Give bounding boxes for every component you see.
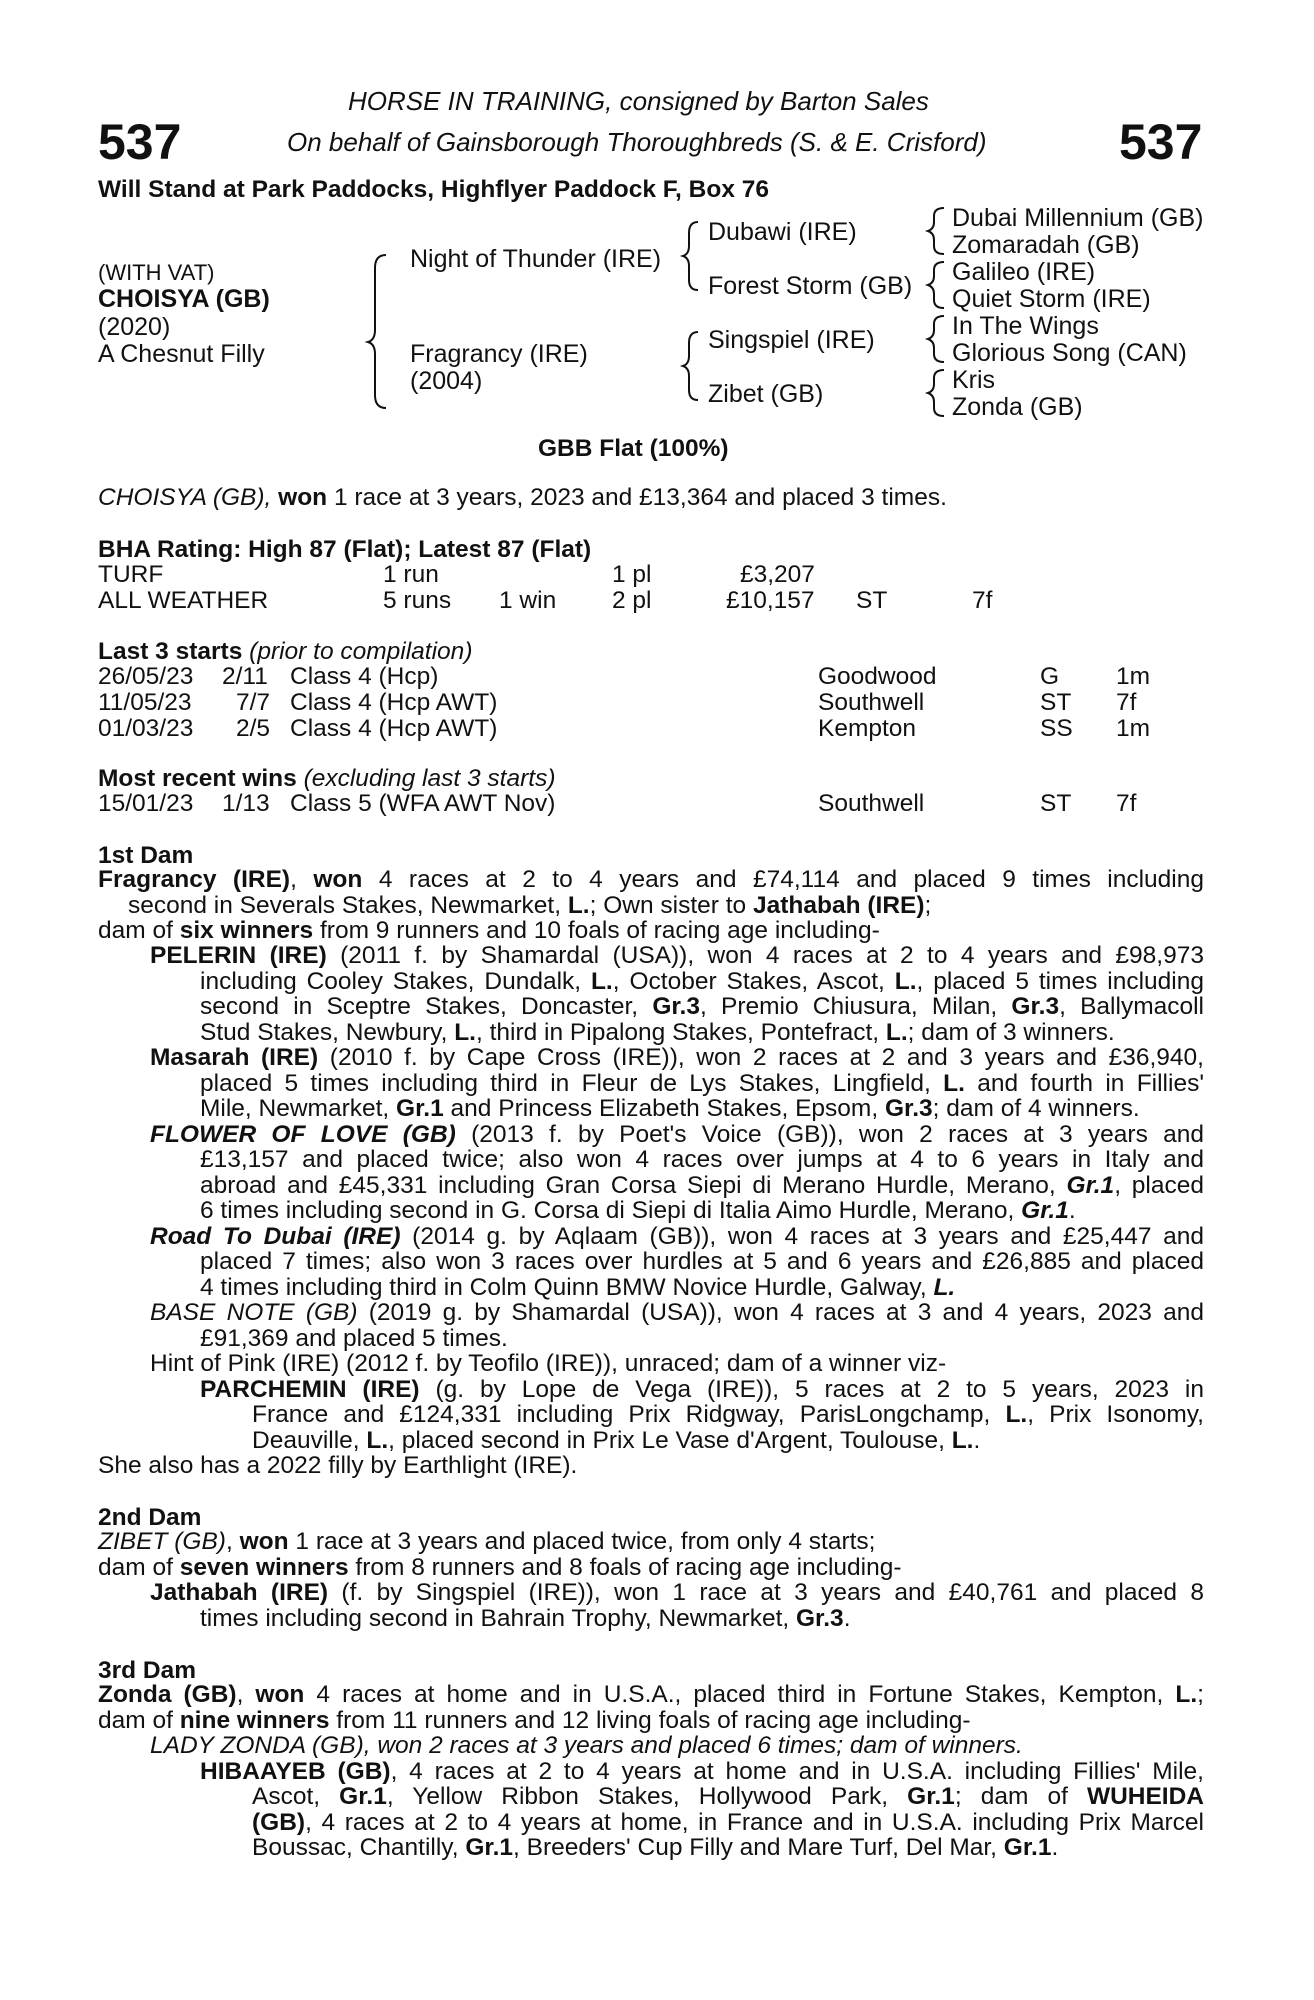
text-line: Road To Dubai (IRE) (2014 g. by Aqlaam (GB)), won 4 races at 3 years and £25,447 and xyxy=(150,1222,1204,1250)
pelerin-entry-cont xyxy=(200,969,1204,1046)
start-date: 01/03/23 xyxy=(98,715,194,742)
hibaayeb-entry xyxy=(200,1759,1204,1785)
pedigree-dam-sire: Singspiel (IRE) xyxy=(708,326,875,354)
text-line: Zonda (GB), won 4 races at home and in U.S.A., placed third in Fortune Stakes, Kempton, L.; xyxy=(98,1681,1204,1708)
recent-date: 15/01/23 xyxy=(98,790,194,817)
pedigree-dam: Fragrancy (IRE) xyxy=(410,340,588,368)
pedigree-dds: Kris xyxy=(952,366,996,394)
text-line: (GB), 4 races at 2 to 4 years at home, in France and in U.S.A. including Prix Marcel xyxy=(252,1808,1204,1836)
text-line: Jathabah (IRE) (f. by Singspiel (IRE)), won 1 race at 3 years and £40,761 and placed 8 xyxy=(150,1579,1204,1606)
pelerin-entry xyxy=(150,943,1204,969)
start-row xyxy=(0,715,1314,743)
hibaayeb-entry-cont xyxy=(252,1784,1204,1861)
masarah-entry-cont xyxy=(200,1071,1204,1122)
first-dam-title: 1st Dam xyxy=(98,842,194,869)
pedigree-sss: Dubai Millennium (GB) xyxy=(952,204,1204,232)
text-line: LADY ZONDA (GB), won 2 races at 3 years and placed 6 times; dam of winners. xyxy=(150,1732,1023,1759)
text-line: BASE NOTE (GB) (2019 g. by Shamardal (USA)), won 4 races at 3 and 4 years, 2023 and xyxy=(150,1299,1204,1326)
text-line: PARCHEMIN (IRE) (g. by Lope de Vega (IRE)), 5 races at 2 to 5 years, 2023 in xyxy=(200,1375,1204,1403)
hint-of-pink-entry xyxy=(150,1351,1204,1377)
text-line: dam of seven winners from 8 runners and 8 foals of racing age including- xyxy=(98,1553,902,1581)
consignor-line: HORSE IN TRAINING, consigned by Barton Sales xyxy=(348,86,929,116)
start-going: SS xyxy=(1040,715,1073,742)
text-line: Masarah (IRE) (2010 f. by Cape Cross (IRE)), won 2 races at 2 and 3 years and £36,940, xyxy=(150,1044,1204,1071)
lot-number-right: 537 xyxy=(1119,114,1203,170)
text-line: £13,157 and placed twice; also won 4 races over jumps at 4 to 6 years in Italy and xyxy=(200,1146,1204,1173)
text-line: Ascot, Gr.1, Yellow Ribbon Stakes, Hollywood Park, Gr.1; dam of WUHEIDA xyxy=(252,1783,1204,1810)
recent-note: (excluding last 3 starts) xyxy=(303,765,556,792)
third-dam-title: 3rd Dam xyxy=(98,1657,197,1684)
rating-runs: 5 runs xyxy=(383,587,452,614)
start-distance: 1m xyxy=(1116,715,1151,742)
second-dam-title: 2nd Dam xyxy=(98,1504,202,1531)
text-line: second in Severals Stakes, Newmarket, L.; Own sister to Jathabah (IRE); xyxy=(128,891,932,919)
rating-row-all-weather xyxy=(0,587,1314,615)
rating-runs: 1 run xyxy=(383,561,439,588)
rating-prize: £3,207 xyxy=(740,561,815,588)
recent-going: ST xyxy=(1040,790,1072,817)
lady-zonda-entry xyxy=(150,1733,1204,1759)
text-line: HIBAAYEB (GB), 4 races at 2 to 4 years at home and in U.S.A. including Fillies' Mile, xyxy=(200,1757,1204,1785)
parchemin-entry-cont xyxy=(252,1402,1204,1453)
recent-title: Most recent wins xyxy=(98,765,297,792)
start-distance: 1m xyxy=(1116,663,1151,690)
text-line: PELERIN (IRE) (2011 f. by Shamardal (USA)), won 4 races at 2 to 4 years and £98,973 xyxy=(150,942,1204,969)
text-line: FLOWER OF LOVE (GB) (2013 f. by Poet's Voice (GB)), won 2 races at 3 years and xyxy=(150,1120,1204,1148)
start-position: 2/11 xyxy=(222,663,268,690)
text-line: ZIBET (GB), won 1 race at 3 years and placed twice, from only 4 starts; xyxy=(98,1528,876,1555)
horse-year: (2020) xyxy=(98,313,171,341)
text-line: Fragrancy (IRE), won 4 races at 2 to 4 years and £74,114 and placed 9 times including xyxy=(98,866,1204,893)
text-line: times including second in Bahrain Trophy, Newmarket, Gr.3. xyxy=(200,1604,851,1632)
recent-course: Southwell xyxy=(818,790,925,817)
race-summary xyxy=(98,484,947,512)
start-class: Class 4 (Hcp AWT) xyxy=(290,689,498,716)
summary-won: won xyxy=(278,484,328,511)
start-going: G xyxy=(1040,663,1060,690)
recent-distance: 7f xyxy=(1116,790,1137,817)
flower-of-love-entry xyxy=(150,1122,1204,1148)
summary-name: CHOISYA (GB), xyxy=(98,484,272,511)
pedigree-dsd: Glorious Song (CAN) xyxy=(952,339,1187,367)
recent-position: 1/13 xyxy=(222,790,270,817)
pedigree-sire-dam: Forest Storm (GB) xyxy=(708,272,913,300)
text-line: including Cooley Stakes, Dundalk, L., October Stakes, Ascot, L., placed 5 times including xyxy=(200,967,1204,995)
second-dam-text xyxy=(98,1529,1204,1580)
vat-note: (WITH VAT) xyxy=(98,260,215,285)
last3-title: Last 3 starts xyxy=(98,638,243,665)
rating-placed: 1 pl xyxy=(612,561,652,588)
rating-surface: ALL WEATHER xyxy=(98,587,269,614)
lot-number-left: 537 xyxy=(98,114,182,170)
start-date: 26/05/23 xyxy=(98,663,194,690)
rating-prize: £10,157 xyxy=(726,587,815,614)
start-row xyxy=(0,663,1314,691)
base-note-entry-cont xyxy=(200,1326,1204,1352)
start-course: Southwell xyxy=(818,689,925,716)
summary-rest: 1 race at 3 years, 2023 and £13,364 and placed 3 times. xyxy=(333,484,947,511)
start-position: 2/5 xyxy=(236,715,271,742)
bha-rating-title: BHA Rating: High 87 (Flat); Latest 87 (Flat) xyxy=(98,536,592,563)
rating-wins: 1 win xyxy=(499,587,557,614)
on-behalf-line: On behalf of Gainsborough Thoroughbreds (S. & E. Crisford) xyxy=(287,127,987,157)
text-line: £91,369 and placed 5 times. xyxy=(200,1324,508,1352)
rating-going: ST xyxy=(856,587,888,614)
third-dam-text xyxy=(98,1682,1204,1733)
pedigree-ssd: Zomaradah (GB) xyxy=(952,231,1140,259)
recent-win-row xyxy=(0,790,1314,818)
pedigree-sds: Galileo (IRE) xyxy=(952,258,1096,286)
rating-surface: TURF xyxy=(98,561,164,588)
pedigree-sire-sire: Dubawi (IRE) xyxy=(708,218,857,246)
text-line: second in Sceptre Stakes, Doncaster, Gr.3, Premio Chiusura, Milan, Gr.3, Ballymacoll xyxy=(200,993,1204,1020)
text-line: dam of nine winners from 11 runners and 12 living foals of racing age including- xyxy=(98,1706,971,1734)
text-line: Stud Stakes, Newbury, L., third in Pipalong Stakes, Pontefract, L.; dam of 3 winners. xyxy=(200,1018,1115,1046)
recent-class: Class 5 (WFA AWT Nov) xyxy=(290,790,556,817)
start-date: 11/05/23 xyxy=(98,689,192,716)
masarah-entry xyxy=(150,1045,1204,1071)
start-class: Class 4 (Hcp AWT) xyxy=(290,715,498,742)
jathabah-entry xyxy=(150,1580,1204,1606)
also-has-note xyxy=(98,1453,1204,1479)
last3-note: (prior to compilation) xyxy=(249,638,473,665)
rating-placed: 2 pl xyxy=(612,587,652,614)
text-line: France and £124,331 including Prix Ridgway, ParisLongchamp, L., Prix Isonomy, xyxy=(252,1401,1204,1428)
parchemin-entry xyxy=(200,1377,1204,1403)
last-3-starts-title xyxy=(98,638,472,666)
text-line: 4 times including third in Colm Quinn BMW Novice Hurdle, Galway, L. xyxy=(200,1273,956,1301)
text-line: She also has a 2022 filly by Earthlight (IRE). xyxy=(98,1452,578,1479)
text-line: placed 7 times; also won 3 races over hurdles at 5 and 6 years and £26,885 and placed xyxy=(200,1248,1204,1275)
rating-distance: 7f xyxy=(972,587,993,614)
start-going: ST xyxy=(1040,689,1072,716)
text-line: placed 5 times including third in Fleur de Lys Stakes, Lingfield, L. and fourth in Fillies' xyxy=(200,1069,1204,1097)
pedigree-dss: In The Wings xyxy=(952,312,1099,340)
start-row xyxy=(0,689,1314,717)
road-to-dubai-entry xyxy=(150,1224,1204,1250)
text-line: abroad and £45,331 including Gran Corsa Siepi di Merano Hurdle, Merano, Gr.1, placed xyxy=(200,1171,1205,1199)
pedigree-dam-year: (2004) xyxy=(410,367,483,395)
start-position: 7/7 xyxy=(236,689,271,716)
start-distance: 7f xyxy=(1116,689,1137,716)
flower-of-love-entry-cont xyxy=(200,1147,1204,1224)
pedigree-sire: Night of Thunder (IRE) xyxy=(410,245,662,273)
start-course: Goodwood xyxy=(818,663,937,690)
most-recent-wins-title xyxy=(98,765,555,793)
text-line: 6 times including second in G. Corsa di Siepi di Italia Aimo Hurdle, Merano, Gr.1. xyxy=(200,1197,1076,1224)
horse-name: CHOISYA (GB) xyxy=(98,285,270,313)
road-to-dubai-entry-cont xyxy=(200,1249,1204,1300)
text-line: Boussac, Chantilly, Gr.1, Breeders' Cup Filly and Mare Turf, Del Mar, Gr.1. xyxy=(252,1834,1059,1861)
stand-location: Will Stand at Park Paddocks, Highflyer Paddock F, Box 76 xyxy=(98,176,769,203)
gbb-flat: GBB Flat (100%) xyxy=(538,435,729,462)
base-note-entry xyxy=(150,1300,1204,1326)
pedigree-ddd: Zonda (GB) xyxy=(952,393,1083,421)
text-line: Mile, Newmarket, Gr.1 and Princess Elizabeth Stakes, Epsom, Gr.3; dam of 4 winners. xyxy=(200,1095,1140,1122)
rating-row-turf xyxy=(0,561,1314,589)
text-line: dam of six winners from 9 runners and 10 foals of racing age including- xyxy=(98,917,880,944)
text-line: Hint of Pink (IRE) (2012 f. by Teofilo (IRE)), unraced; dam of a winner viz- xyxy=(150,1350,947,1377)
pedigree-sdd: Quiet Storm (IRE) xyxy=(952,285,1151,313)
first-dam-text xyxy=(98,867,1204,944)
jathabah-entry-cont xyxy=(200,1606,1204,1632)
horse-description: A Chesnut Filly xyxy=(98,340,265,368)
pedigree-dam-dam: Zibet (GB) xyxy=(708,380,824,408)
start-course: Kempton xyxy=(818,715,917,742)
start-class: Class 4 (Hcp) xyxy=(290,663,439,690)
text-line: Deauville, L., placed second in Prix Le Vase d'Argent, Toulouse, L.. xyxy=(252,1426,981,1454)
